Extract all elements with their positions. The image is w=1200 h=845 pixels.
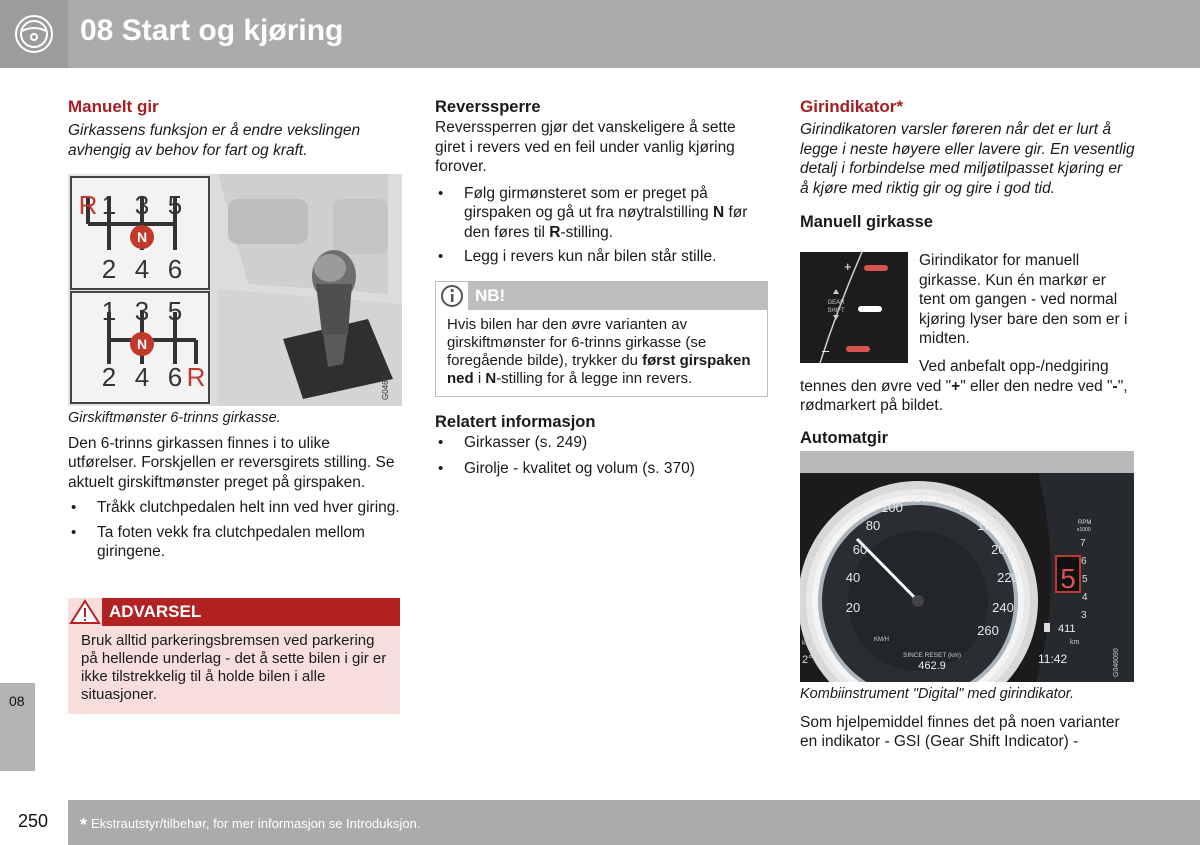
note-part: i — [473, 370, 486, 387]
left-km: km — [802, 640, 812, 647]
rpm-tick-5: 5 — [1082, 574, 1088, 585]
note-bold: først girspaken ned — [447, 352, 751, 387]
note-text — [436, 310, 767, 396]
speed-tick-40: 40 — [845, 570, 861, 585]
warning-box — [68, 598, 400, 714]
gsi-label-gear: GEAR — [827, 300, 845, 306]
neutral-bottom: N — [136, 336, 148, 352]
bottom-2: 2 — [101, 362, 117, 392]
speed-tick-80: 80 — [865, 518, 881, 533]
note-box — [435, 281, 768, 397]
page-number: 250 — [18, 811, 49, 831]
rpm-tick-6: 6 — [1081, 556, 1087, 567]
list-item: • Legg i revers kun når bilen står stille. — [435, 247, 765, 267]
footnote-star: * — [80, 815, 88, 835]
reverse-lock-text: Reverssperren gjør det vanskeligere å sette giret i revers ved en feil under vanlig kjøring forover. — [435, 119, 736, 175]
instrument-cluster-image — [800, 451, 1134, 682]
related-link[interactable]: • Girolje - kvalitet og volum (s. 370) — [435, 459, 765, 479]
gear-pattern-illustration — [68, 174, 402, 406]
top-r: R — [78, 190, 98, 220]
warning-triangle-icon — [68, 598, 102, 626]
footnote-text: Ekstrautstyr/tilbehør, for mer informasjon se Introduksjon. — [91, 816, 421, 831]
related-heading: Relatert informasjon — [435, 413, 596, 431]
desc-bold: + — [951, 377, 961, 395]
related-list — [435, 433, 765, 478]
manual-gearbox-desc: Girindikator for manuell girkasse. Kun én markør er tent om gangen - ved normal kjøring lyser bare den som er i midten. — [919, 252, 1128, 347]
bullet-text: før den føres til — [464, 204, 748, 241]
speed-tick-140: 140 — [933, 490, 955, 505]
section-heading-gear-indicator: Girindikator* — [800, 97, 903, 116]
top-3: 3 — [134, 190, 150, 220]
range-value: 411 — [1058, 623, 1076, 635]
bottom-3: 3 — [134, 296, 150, 326]
manual-gearbox-heading: Manuell girkasse — [800, 213, 933, 231]
bullet-text: -stilling. — [560, 223, 614, 241]
range-unit: km — [1070, 639, 1080, 646]
figure-code: G046088 — [381, 367, 390, 400]
chapter-title: 08 Start og kjøring — [80, 14, 344, 47]
related-link[interactable]: • Girkasser (s. 249) — [435, 433, 765, 453]
gsi-minus: – — [822, 343, 830, 358]
clock: 11:42 — [1038, 652, 1068, 666]
kmh-label: KM/H — [874, 637, 889, 643]
section-heading-manual-gear: Manuelt gir — [68, 97, 159, 116]
figure-caption: Girskiftmønster 6-trinns girkasse. — [68, 410, 281, 426]
desc-bold: - — [1112, 377, 1118, 395]
speed-tick-180: 180 — [977, 518, 999, 533]
bullet-bold: N — [712, 204, 725, 221]
column-1 — [68, 96, 402, 160]
steering-wheel-icon — [0, 0, 68, 68]
bullet-bold: R — [549, 223, 561, 241]
gsi-label-shift: SHIFT — [827, 308, 845, 314]
gear-indicator-intro: Girindikatoren varsler føreren når det er lurt å legge i neste høyere eller lavere gir. En vesentlig detalj i forbindelse med miljøtilpasset kjøring er å kjøre med riktig gir og gire i god tid. — [800, 121, 1135, 197]
column-3 — [800, 96, 1135, 233]
top-1: 1 — [101, 190, 117, 220]
list-item: • Ta foten vekk fra clutchpedalen mellom giringene. — [68, 523, 402, 562]
bottom-6: 6 — [167, 362, 183, 392]
top-5: 5 — [167, 190, 183, 220]
left-avg: Ø — [802, 625, 811, 637]
speed-tick-240: 240 — [992, 600, 1014, 615]
speed-tick-20: 20 — [845, 600, 861, 615]
gear-pattern-figure — [68, 174, 402, 406]
note-header — [436, 282, 767, 310]
bottom-4: 4 — [134, 362, 150, 392]
manual-gearbox-text — [919, 251, 1134, 349]
column-2 — [435, 97, 765, 267]
bottom-r: R — [186, 362, 206, 392]
top-4: 4 — [134, 254, 150, 284]
manual-gearbox-desc-2 — [800, 357, 1135, 416]
gsi-text: Som hjelpemiddel finnes det på noen varianter en indikator - GSI (Gear Shift Indicator) - — [800, 713, 1120, 750]
desc-part: Ved anbefalt opp-/nedgiring tennes den øvre ved " — [800, 358, 1109, 395]
cluster-caption: Kombiinstrument "Digital" med girindikator. — [800, 686, 1075, 702]
note-part: Hvis bilen har den øvre varianten av girskiftmønster for 6-trinns girkasse (se foregående bilde), trykker du — [447, 316, 707, 369]
bottom-1: 1 — [101, 296, 117, 326]
reset-label: SINCE RESET (km) — [902, 652, 962, 659]
rpm-tick-7: 7 — [1080, 538, 1086, 549]
gsi-illustration — [800, 252, 908, 363]
footnote — [80, 815, 420, 836]
column-3-lower — [800, 685, 1135, 752]
reset-value: 462.9 — [918, 660, 946, 672]
chapter-side-tab — [0, 683, 35, 771]
column-1-lower — [68, 409, 402, 562]
warning-title: ADVARSEL — [109, 602, 202, 621]
speed-tick-160: 160 — [959, 500, 981, 515]
rpm-tick-4: 4 — [1082, 592, 1088, 603]
desc-part: ", rødmarkert på bildet. — [800, 377, 1128, 414]
info-icon — [436, 282, 468, 310]
speed-tick-200: 200 — [991, 542, 1013, 557]
gsi-plus: + — [844, 259, 852, 274]
list-item: • Tråkk clutchpedalen helt inn ved hver giring. — [68, 498, 402, 518]
note-title: NB! — [475, 286, 506, 305]
chapter-icon-box — [0, 0, 68, 68]
list-item — [435, 184, 765, 243]
speed-tick-120: 120 — [906, 490, 928, 505]
rpm-label: RPM — [1078, 520, 1092, 526]
gear-shift-indicator-image — [800, 252, 908, 363]
speed-tick-260: 260 — [977, 623, 999, 638]
related-section — [435, 412, 765, 478]
neutral-top: N — [136, 229, 148, 245]
instrument-cluster-illustration — [800, 451, 1134, 682]
warning-text: Bruk alltid parkeringsbremsen ved parkering på hellende underlag - det å sette bilen i gir er ikke tilstrekkelig til å holde bilen i alle situasjoner. — [68, 626, 400, 714]
speed-tick-60: 60 — [852, 542, 868, 557]
bullet-list — [68, 498, 402, 562]
bottom-5: 5 — [167, 296, 183, 326]
cluster-code: G046090 — [1113, 648, 1120, 677]
manual-gearbox-text-2 — [800, 357, 1135, 449]
reverse-lock-list — [435, 184, 765, 267]
note-part: -stilling for å legge inn revers. — [496, 370, 693, 387]
top-6: 6 — [167, 254, 183, 284]
section-heading-reverse-lock: Reverssperre — [435, 98, 541, 116]
note-bold: N — [485, 370, 497, 387]
left-temp: 2° — [802, 654, 813, 666]
speed-tick-100: 100 — [881, 500, 903, 515]
automatic-heading: Automatgir — [800, 428, 888, 447]
top-2: 2 — [101, 254, 117, 284]
desc-part: " eller den nedre ved " — [960, 377, 1113, 395]
warning-header — [68, 598, 400, 626]
rpm-unit: x1000 — [1077, 527, 1091, 533]
speed-tick-220: 220 — [997, 570, 1019, 585]
rpm-tick-3: 3 — [1081, 610, 1087, 621]
current-gear: 5 — [1060, 563, 1076, 594]
intro-text: Girkassens funksjon er å endre vekslingen avhengig av behov for fart og kraft. — [68, 122, 361, 159]
chapter-header — [0, 0, 1200, 68]
bullet-text: Følg girmønsteret som er preget på girspaken og gå ut fra nøytralstilling — [464, 184, 713, 221]
side-tab-label: 08 — [9, 693, 25, 709]
body-text: Den 6-trinns girkassen finnes i to ulike utførelser. Forskjellen er reversgirets stilling. Se aktuelt girskiftmønster preget på girspaken. — [68, 434, 395, 491]
